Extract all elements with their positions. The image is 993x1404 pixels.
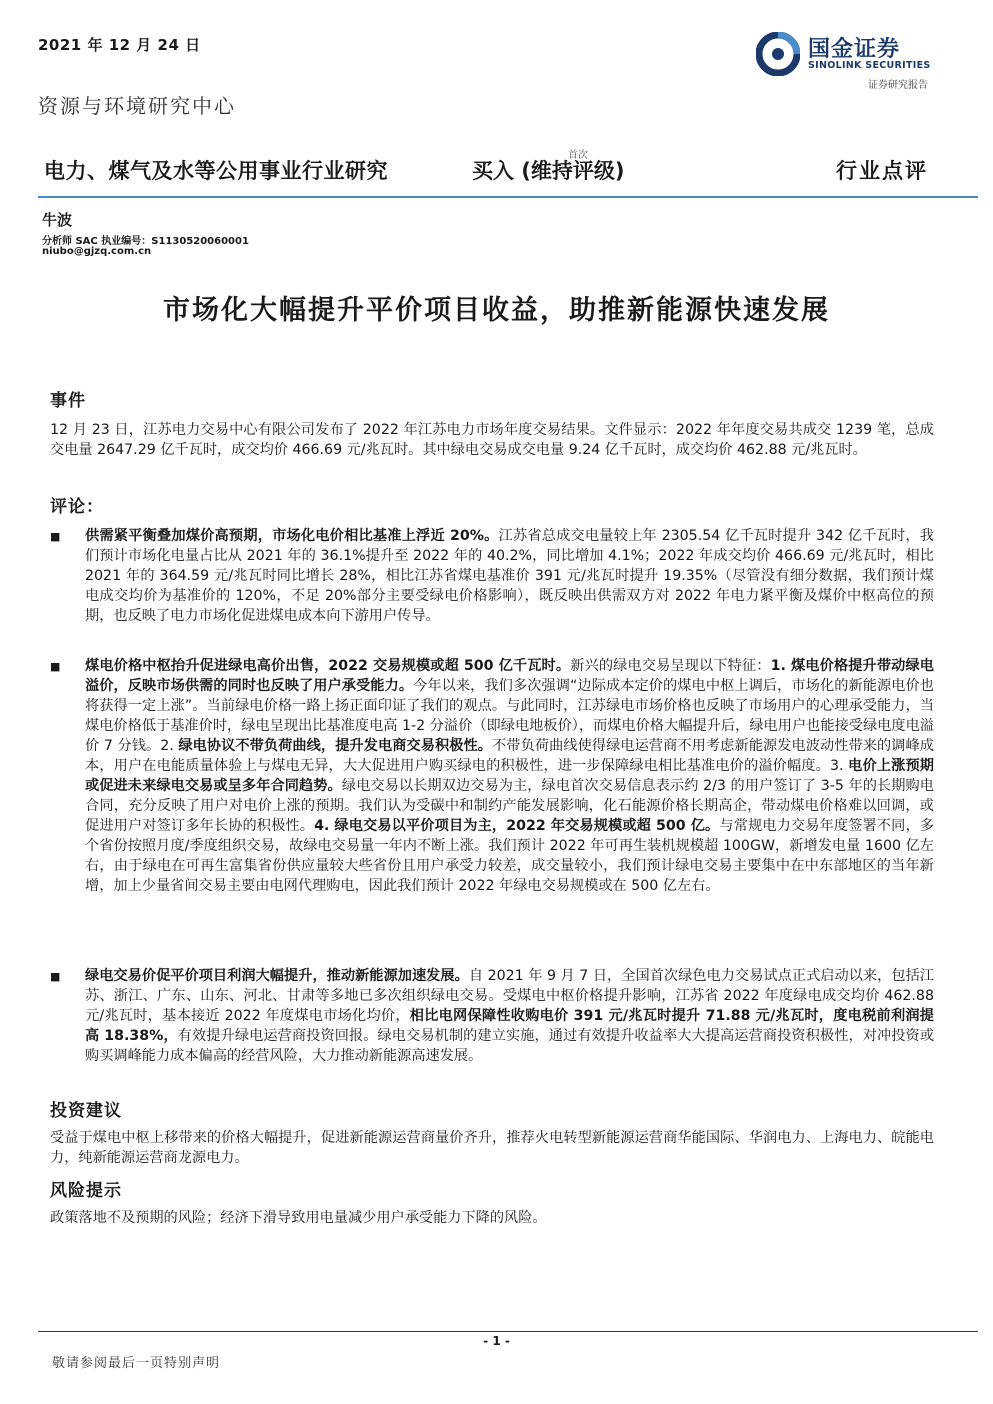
bullet-lead: 煤电价格中枢抬升促进绿电高价出售，2022 交易规模或超 500 亿千瓦时。 [85,658,571,674]
bullet-body: 自 2021 年 9 月 7 日，全国首次绿色电力交易试点正式启动以来，包括江苏、浙江、广东、山东、河北、甘肃等多地已多次组织绿电交易。受煤电中枢价格提升影响，江苏省 2022 年度绿电成交均价 462.88 元/兆瓦时，基本接近 2022 年度煤电市场化均价， [85,968,934,1024]
bullet-emphasis: 电价上涨预期或促进未来绿电交易或呈多年合同趋势。 [85,758,934,794]
comment-bullet-3 [50,966,934,1066]
risk-heading: 风险提示 [50,1181,122,1201]
bullet-body: 不带负荷曲线使得绿电运营商不用考虑新能源发电波动性带来的调峰成本，用户在电能质量体验上与煤电无异，大大促进用户购买绿电的积极性，进一步保障绿电相比基准电价的溢价幅度。3. [85,738,934,774]
bullet-body: 今年以来，我们多次强调“边际成本定价的煤电中枢上调后，市场化的新能源电价也将获得一定上涨”。当前绿电价格一路上扬正面印证了我们的观点。与此同时，江苏绿电市场价格也反映了市场用户的心理承受能力，当煤电价格低于基准价时，绿电呈现出比基准度电高 1-2 分溢价（即绿电地板价），而煤电价格大幅提升后，绿电用户也能接受绿电度电溢价 7 分钱。2. [85,678,934,754]
investment-heading: 投资建议 [50,1101,122,1121]
analyst-license: 分析师 SAC 执业编号：S1130520060001 [42,236,249,247]
bullet-emphasis: 1. 煤电价格提升带动绿电溢价，反映市场供需的同时也反映了用户承受能力。 [85,658,934,694]
event-paragraph: 12 月 23 日，江苏电力交易中心有限公司发布了 2022 年江苏电力市场年度交易结果。文件显示：2022 年年度交易共成交 1239 笔，总成交电量 2647.29 亿千瓦时，成交均价 466.69 元/兆瓦时。其中绿电交易成交电量 9.24 亿千瓦时，成交均价 462.88 元/兆瓦时。 [50,422,934,458]
bullet-text [85,656,934,896]
bullet-text [85,526,934,626]
report-type: 行业点评 [836,158,928,183]
footer-disclaimer: 敬请参阅最后一页特别声明 [52,1356,221,1371]
company-logo [756,30,956,90]
rating: 买入 (维持评级) [472,159,625,183]
report-headline: 市场化大幅提升平价项目收益，助推新能源快速发展 [163,295,830,326]
bullet-lead: 供需紧平衡叠加煤价高预期，市场化电价相比基准上浮近 20%。 [85,528,499,544]
bullet-lead: 绿电交易价促平价项目利润大幅提升，推动新能源加速发展。 [85,968,469,984]
bullet-marker: ■ [50,530,61,543]
comment-bullet-2 [50,656,934,896]
logo-chinese-name: 国金证券 [808,37,901,62]
investment-paragraph: 受益于煤电中枢上移带来的价格大幅提升，促进新能源运营商量价齐升，推荐火电转型新能源运营商华能国际、华润电力、上海电力、皖能电力，纯新能源运营商龙源电力。 [50,1130,934,1166]
rating-note: 首次 [568,150,588,161]
industry-title: 电力、煤气及水等公用事业行业研究 [44,159,388,183]
bullet-body: 有效提升绿电运营商投资回报。绿电交易机制的建立实施，通过有效提升收益率大大提高运营商投资积极性，对冲投资或购买调峰能力成本偏高的经营风险，大力推动新能源高速发展。 [85,1028,935,1064]
footer-divider [38,1331,978,1332]
bullet-text [85,966,934,1066]
bullet-marker: ■ [50,660,61,673]
risk-paragraph: 政策落地不及预期的风险；经济下滑导致用电量减少用户承受能力下降的风险。 [50,1210,547,1226]
analyst-name: 牛波 [42,211,73,229]
bullet-body: 新兴的绿电交易呈现以下特征： [570,658,771,674]
header-divider [38,196,978,198]
comment-heading: 评论： [50,497,104,517]
bullet-body: 与常规电力交易年度签署不同，多个省份按照月度/季度组织交易，故绿电交易量一年内不断上涨。我们预计 2022 年可再生装机规模超 100GW，新增发电量 1600 亿左右，由于绿电在可再生富集省份供应量较大些省份且用户承受力较差，成交量较小，我们预计绿电交易主要集中在中东部地区的当年新增，加上少量省间交易主要由电网代理购电，因此我们预计 2022 年绿电交易规模或在 500 亿左右。 [85,818,934,894]
sinolink-logo-icon [756,32,800,76]
analyst-email: niubo@gjzq.com.cn [42,246,152,257]
bullet-body: 江苏省总成交电量较上年 2305.54 亿千瓦时提升 342 亿千瓦时，我们预计市场化电量占比从 2021 年的 36.1%提升至 2022 年的 40.2%，同比增加 4.1%；2022 年成交均价 466.69 元/兆瓦时，相比 2021 年的 364.59 元/兆瓦时同比增长 28%，相比江苏省煤电基准价 391 元/兆瓦时提升 19.35%（尽管没有细分数据，我们预计煤电成交均价为基准价的 120%，不足 20%部分主要受绿电价格影响），既反映出供需双方对 2022 年电力紧平衡及煤价中枢高位的预期，也反映了电力市场化促进煤电成本向下游用户传导。 [85,528,934,624]
logo-subtitle: 证券研究报告 [868,80,928,91]
research-center: 资源与环境研究中心 [38,94,236,118]
event-heading: 事件 [50,391,86,411]
report-date: 2021 年 12 月 24 日 [38,36,201,54]
logo-english-name: SINOLINK SECURITIES [808,60,931,71]
bullet-body: 绿电交易以长期双边交易为主，绿电首次交易信息表示约 2/3 的用户签订了 3-5 年的长期购电合同，充分反映了用户对电价上涨的预期。我们认为受碳中和制约产能发展影响，化石能源价格长期高企，带动煤电价格难以回调，或促进用户对签订多年长协的积极性。 [85,778,934,834]
page-number: - 1 - [483,1334,510,1348]
bullet-marker: ■ [50,970,61,983]
bullet-emphasis: 相比电网保障性收购电价 391 元/兆瓦时提升 71.88 元/兆瓦时，度电税前利润提高 18.38%， [85,1008,934,1044]
bullet-emphasis: 绿电协议不带负荷曲线，提升发电商交易积极性。 [178,738,493,754]
comment-bullet-1 [50,526,934,626]
bullet-emphasis: 4. 绿电交易以平价项目为主，2022 年交易规模或超 500 亿。 [314,818,720,834]
